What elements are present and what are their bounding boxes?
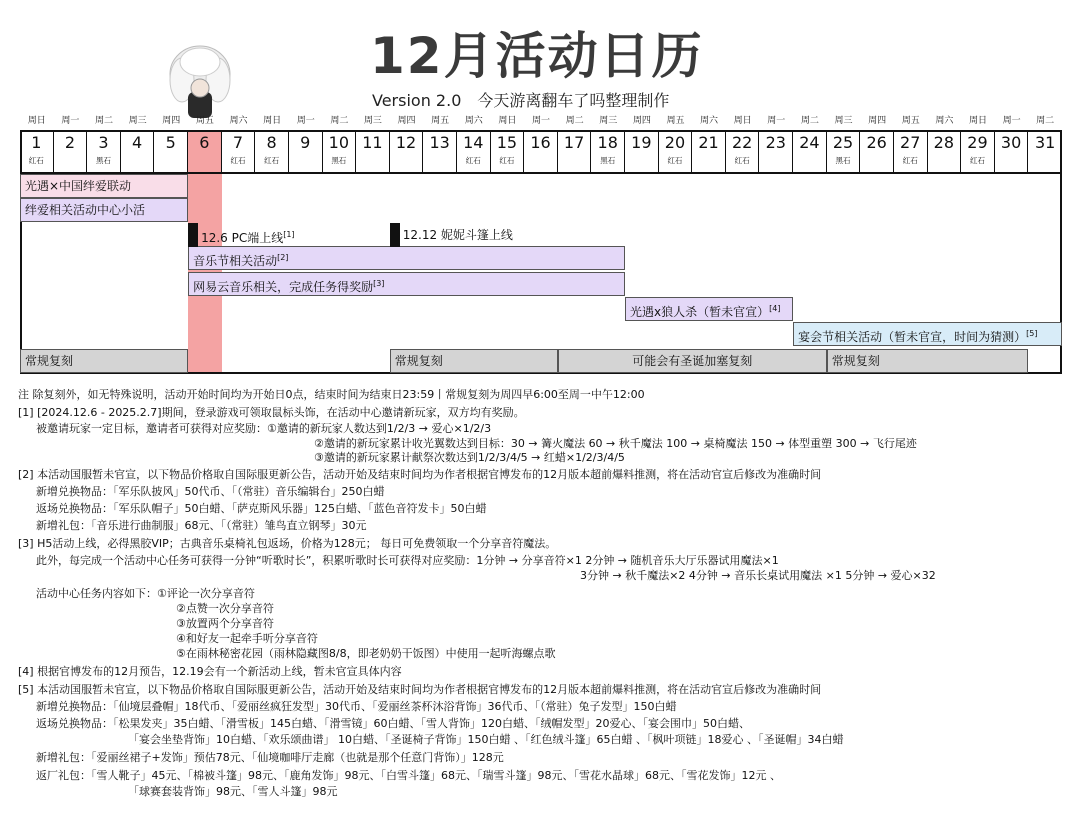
note-line: 注 除复刻外，如无特殊说明，活动开始时间均为开始日0点，结束时间为结束日23:59丨常规复刻为周四早6:00至周一中午12:00 — [18, 388, 645, 401]
event-bar — [793, 322, 1062, 346]
mascot-illustration — [160, 40, 240, 118]
weekday-label: 周日 — [968, 116, 987, 126]
weekday-label: 周三 — [599, 116, 618, 126]
weekday-label: 周一 — [61, 116, 80, 126]
event-bar — [188, 272, 625, 296]
day-cell — [390, 130, 424, 172]
weekday-label: 周五 — [901, 116, 920, 126]
note-line: [1] [2024.12.6 - 2025.2.7]期间，登录游戏可领取鼠标头饰，在活动中心邀请新玩家，双方均有奖励。 — [18, 406, 525, 419]
day-number: 25 — [832, 133, 854, 152]
day-number: 9 — [300, 133, 311, 152]
shard-tag: 红石 — [734, 156, 750, 165]
shard-tag: 红石 — [969, 156, 985, 165]
note-line: [5] 本活动国服暂未官宣，以下物品价格取自国际服更新公告，活动开始及结束时间均为作者根据官博发布的12月版本超前爆料推测，将在活动官宣后修改为准确时间 — [18, 683, 822, 696]
day-cell — [491, 130, 525, 172]
note-line: [2] 本活动国服暂未官宣，以下物品价格取自国际服更新公告，活动开始及结束时间均为作者根据官博发布的12月版本超前爆料推测，将在活动官宣后修改为准确时间 — [18, 468, 822, 481]
weekday-label: 周四 — [868, 116, 887, 126]
event-bar — [20, 198, 188, 222]
note-line: 「宴会坐垫背饰」10白蜡、「欢乐颂曲谱」 10白蜡、「圣诞椅子背饰」150白蜡 、「红色绒斗篷」65白蜡 、「枫叶项链」18爱心 、「圣诞帽」34白蜡 — [128, 733, 844, 746]
day-cell — [289, 130, 323, 172]
day-cell — [793, 130, 827, 172]
weekday-label: 周日 — [263, 116, 282, 126]
day-number: 1 — [31, 133, 42, 152]
weekday-label: 周六 — [229, 116, 248, 126]
weekday-label: 周一 — [531, 116, 550, 126]
shard-tag: 红石 — [264, 156, 280, 165]
event-ref: [4] — [769, 304, 781, 313]
launch-marker — [188, 223, 198, 247]
day-number: 14 — [463, 133, 484, 152]
weekday-label: 周二 — [1036, 116, 1055, 126]
event-ref: [5] — [1026, 329, 1038, 338]
day-number: 5 — [165, 133, 176, 152]
event-label: 绊爱相关活动中心小活 — [25, 203, 146, 217]
event-label: 光遇x狼人杀（暂未官宣） — [630, 305, 770, 319]
note-line: [3] H5活动上线，必得黑胶VIP；古典音乐桌椅礼包返场，价格为128元； 每日可免费领取一个分享音符魔法。 — [18, 537, 557, 550]
note-line: 「球赛套装背饰」98元、「雪人斗篷」98元 — [128, 785, 338, 798]
day-cell — [692, 130, 726, 172]
weekday-label: 周六 — [464, 116, 483, 126]
rerun-label: 常规复刻 — [25, 354, 74, 368]
day-cell — [1028, 130, 1062, 172]
day-number: 26 — [866, 133, 887, 152]
page-subtitle: Version 2.0 今天游离翻车了吗整理制作 — [372, 91, 670, 110]
shard-tag: 红石 — [28, 156, 44, 165]
launch-text: 12.6 PC端上线 — [201, 231, 284, 245]
day-cell — [154, 130, 188, 172]
date-row — [20, 130, 1062, 172]
note-line: 返场兑换物品：「松果发夹」35白蜡、「滑雪板」145白蜡、「滑雪镜」60白蜡、「雪人背饰」120白蜡、「绒帽发型」20爱心、「宴会围巾」50白蜡、 — [36, 717, 750, 730]
day-number: 31 — [1035, 133, 1056, 152]
note-line: ⑤在雨林秘密花园（雨林隐藏图8/8，即老奶奶干饭图）中使用一起听海螺点歌 — [176, 647, 556, 660]
rerun-bar — [558, 349, 827, 373]
rerun-bar — [390, 349, 558, 373]
shard-tag: 红石 — [667, 156, 683, 165]
day-number: 10 — [328, 133, 349, 152]
day-cell — [222, 130, 256, 172]
weekday-label: 周四 — [162, 116, 181, 126]
note-line: ②点赞一次分享音符 — [176, 602, 274, 615]
day-number: 12 — [395, 133, 417, 152]
event-bar — [625, 297, 793, 321]
day-number: 27 — [900, 133, 921, 152]
shard-tag: 黑石 — [331, 156, 347, 165]
day-cell — [20, 130, 54, 172]
shard-tag: 红石 — [499, 156, 515, 165]
event-bar — [20, 174, 188, 198]
launch-label — [403, 223, 513, 247]
weekday-label: 周一 — [767, 116, 786, 126]
weekday-label: 周五 — [195, 116, 214, 126]
day-number: 23 — [765, 133, 786, 152]
shard-tag: 黑石 — [96, 156, 112, 165]
event-label: 网易云音乐相关，完成任务得奖励 — [193, 280, 374, 294]
day-cell — [121, 130, 155, 172]
day-cell — [894, 130, 928, 172]
day-cell — [356, 130, 390, 172]
note-line: 新增礼包：「爱丽丝裙子+发饰」预估78元、「仙境咖啡厅走廊（也就是那个任意门背饰）」128元 — [36, 751, 504, 764]
note-line: ③邀请的新玩家累计献祭次数达到1/2/3/4/5 → 红蜡×1/2/3/4/5 — [314, 451, 625, 464]
weekday-label: 周日 — [733, 116, 752, 126]
weekday-label: 周日 — [498, 116, 517, 126]
day-number: 29 — [967, 133, 988, 152]
weekday-label: 周四 — [397, 116, 416, 126]
day-number: 13 — [429, 133, 450, 152]
day-cell — [928, 130, 962, 172]
rerun-label: 常规复刻 — [394, 354, 443, 368]
event-ref: [2] — [277, 253, 289, 262]
day-number: 8 — [266, 133, 277, 152]
weekday-label: 周二 — [565, 116, 584, 126]
day-number: 4 — [132, 133, 143, 152]
day-cell — [827, 130, 861, 172]
day-cell — [323, 130, 357, 172]
day-number: 28 — [933, 133, 955, 152]
day-number: 7 — [232, 133, 244, 152]
day-cell — [558, 130, 592, 172]
weekday-label: 周二 — [800, 116, 819, 126]
day-number: 16 — [530, 133, 551, 152]
weekday-label: 周六 — [935, 116, 954, 126]
launch-ref: [1] — [283, 230, 295, 239]
day-number: 24 — [799, 133, 820, 152]
weekday-row — [20, 113, 1062, 129]
event-label: 光遇×中国绊爱联动 — [25, 179, 132, 193]
weekday-label: 周五 — [431, 116, 450, 126]
note-line: ③放置两个分享音符 — [176, 617, 274, 630]
day-cell — [524, 130, 558, 172]
note-line: ④和好友一起牵手听分享音符 — [176, 632, 318, 645]
day-cell — [188, 130, 222, 172]
event-ref: [3] — [373, 279, 385, 288]
day-number: 22 — [731, 133, 753, 152]
weekday-label: 周二 — [330, 116, 349, 126]
launch-label — [201, 223, 295, 250]
day-cell — [625, 130, 659, 172]
weekday-label: 周日 — [27, 116, 46, 126]
shard-tag: 红石 — [902, 156, 918, 165]
day-cell — [726, 130, 760, 172]
day-number: 21 — [698, 133, 719, 152]
day-number: 17 — [563, 133, 585, 152]
weekday-label: 周三 — [834, 116, 853, 126]
day-number: 18 — [597, 133, 618, 152]
rerun-bar — [20, 349, 188, 373]
day-cell — [860, 130, 894, 172]
day-cell — [54, 130, 88, 172]
shard-tag: 黑石 — [835, 156, 851, 165]
day-number: 2 — [64, 133, 75, 152]
note-line: 返场兑换物品：「军乐队帽子」50白蜡、「萨克斯风乐器」125白蜡、「蓝色音符发卡」50白蜡 — [36, 502, 487, 515]
rerun-label: 常规复刻 — [831, 354, 880, 368]
note-line: 返厂礼包：「雪人靴子」45元、「棉被斗篷」98元、「鹿角发饰」98元、「白雪斗篷」68元、「瑞雪斗篷」98元、「雪花水晶球」68元、「雪花发饰」12元 、 — [36, 769, 781, 782]
note-line: ②邀请的新玩家累计收光翼数达到目标：30 → 篝火魔法 60 → 秋千魔法 100 → 桌椅魔法 150 → 体型重塑 300 → 飞行尾迹 — [314, 437, 917, 450]
day-number: 6 — [199, 133, 210, 152]
launch-marker — [390, 223, 400, 247]
day-number: 19 — [631, 133, 652, 152]
rerun-label: 可能会有圣诞加塞复刻 — [632, 354, 753, 368]
weekday-label: 周三 — [128, 116, 147, 126]
note-line: [4] 根据官博发布的12月预告，12.19会有一个新活动上线，暂未官宣具体内容 — [18, 665, 402, 678]
day-number: 20 — [664, 133, 686, 152]
note-line: 被邀请玩家一定目标，邀请者可获得对应奖励：①邀请的新玩家人数达到1/2/3 → 爱心×1/2/3 — [36, 422, 492, 435]
launch-text: 12.12 妮妮斗篷上线 — [402, 228, 513, 242]
note-line: 3分钟 → 秋千魔法×2 4分钟 → 音乐长桌试用魔法 ×1 5分钟 → 爱心×32 — [580, 569, 936, 582]
note-line: 新增礼包：「音乐进行曲制服」68元、「（常驻）雏鸟直立钢琴」30元 — [36, 519, 367, 532]
day-cell — [591, 130, 625, 172]
weekday-label: 周五 — [666, 116, 685, 126]
day-cell — [759, 130, 793, 172]
weekday-label: 周三 — [363, 116, 382, 126]
weekday-label: 周四 — [632, 116, 651, 126]
day-number: 11 — [362, 133, 383, 152]
shard-tag: 黑石 — [600, 156, 616, 165]
day-number: 15 — [496, 133, 518, 152]
weekday-label: 周一 — [296, 116, 315, 126]
rerun-bar — [827, 349, 1029, 373]
weekday-label: 周六 — [700, 116, 719, 126]
day-number: 3 — [98, 133, 109, 152]
event-label: 音乐节相关活动 — [193, 254, 278, 268]
shard-tag: 红石 — [230, 156, 246, 165]
shard-tag: 红石 — [465, 156, 481, 165]
day-cell — [995, 130, 1029, 172]
day-cell — [961, 130, 995, 172]
event-label: 宴会节相关活动（暂未官宣，时间为猜测） — [798, 330, 1027, 344]
note-line: 活动中心任务内容如下：①评论一次分享音符 — [36, 587, 255, 600]
weekday-label: 周一 — [1002, 116, 1021, 126]
page-title: 12月活动日历 — [370, 27, 704, 85]
day-number: 30 — [1000, 133, 1022, 152]
day-cell — [659, 130, 693, 172]
note-line: 此外，每完成一个活动中心任务可获得一分钟“听歌时长”，积累听歌时长可获得对应奖励：1分钟 → 分享音符×1 2分钟 → 随机音乐大厅乐器试用魔法×1 — [36, 554, 779, 567]
note-line: 新增兑换物品：「仙境层叠帽」18代币、「爱丽丝疯狂发型」30代币、「爱丽丝茶杯沐浴背饰」36代币、「（常驻）兔子发型」150白蜡 — [36, 700, 677, 713]
day-cell — [255, 130, 289, 172]
day-cell — [87, 130, 121, 172]
weekday-label: 周二 — [95, 116, 114, 126]
note-line: 新增兑换物品：「军乐队披风」50代币、「（常驻）音乐编辑台」250白蜡 — [36, 485, 385, 498]
day-cell — [423, 130, 457, 172]
day-cell — [457, 130, 491, 172]
